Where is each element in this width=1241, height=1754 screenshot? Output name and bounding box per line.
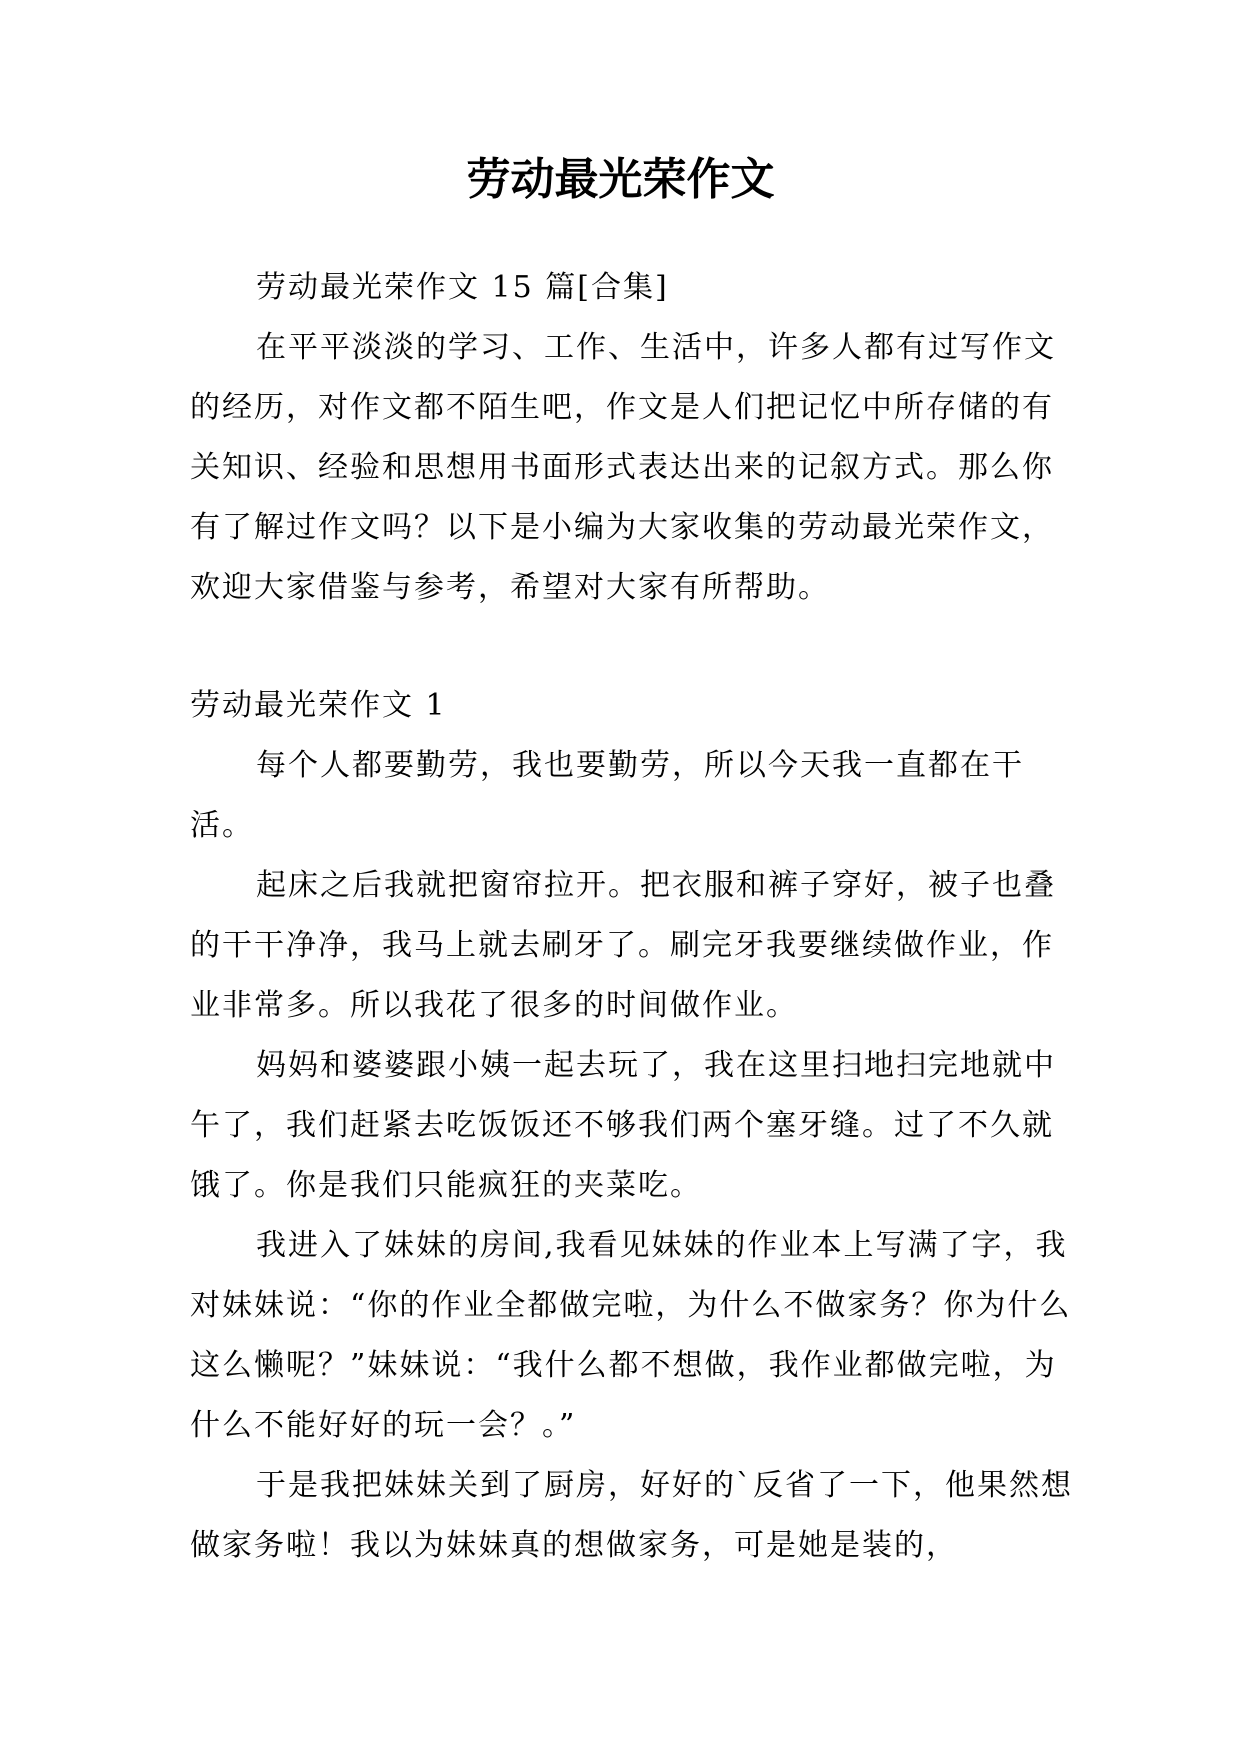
body-paragraph: 起床之后我就把窗帘拉开。把衣服和裤子穿好，被子也叠的干干净净，我马上就去刷牙了。刷完牙我要继续做作业，作业非常多。所以我花了很多的时间做作业。 bbox=[190, 868, 1056, 1023]
body-paragraph: 我进入了妹妹的房间,我看见妹妹的作业本上写满了字，我对妹妹说：“你的作业全都做完啦，为什么不做家务？你为什么这么懒呢？”妹妹说：“我什么都不想做，我作业都做完啦，为什么不能好好的玩一会？。” bbox=[190, 1228, 1072, 1443]
document-title: 劳动最光荣作文 bbox=[466, 154, 775, 205]
body-paragraph: 每个人都要勤劳，我也要勤劳，所以今天我一直都在干活。 bbox=[190, 748, 1024, 843]
body-paragraph: 于是我把妹妹关到了厨房，好好的`反省了一下，他果然想做家务啦！我以为妹妹真的想做家务，可是她是装的， bbox=[190, 1468, 1073, 1563]
intro-paragraph: 在平平淡淡的学习、工作、生活中，许多人都有过写作文的经历，对作文都不陌生吧，作文是人们把记忆中所存储的有关知识、经验和思想用书面形式表达出来的记叙方式。那么你有了解过作文吗？以下是小编为大家收集的劳动最光荣作文，欢迎大家借鉴与参考，希望对大家有所帮助。 bbox=[190, 330, 1056, 605]
document-subtitle: 劳动最光荣作文 15 篇[合集] bbox=[256, 270, 669, 305]
body-paragraph: 妈妈和婆婆跟小姨一起去玩了，我在这里扫地扫完地就中午了，我们赶紧去吃饭饭还不够我们两个塞牙缝。过了不久就饿了。你是我们只能疯狂的夹菜吃。 bbox=[190, 1048, 1056, 1203]
section-heading: 劳动最光荣作文 1 bbox=[190, 688, 447, 723]
document-body bbox=[190, 258, 1075, 1576]
